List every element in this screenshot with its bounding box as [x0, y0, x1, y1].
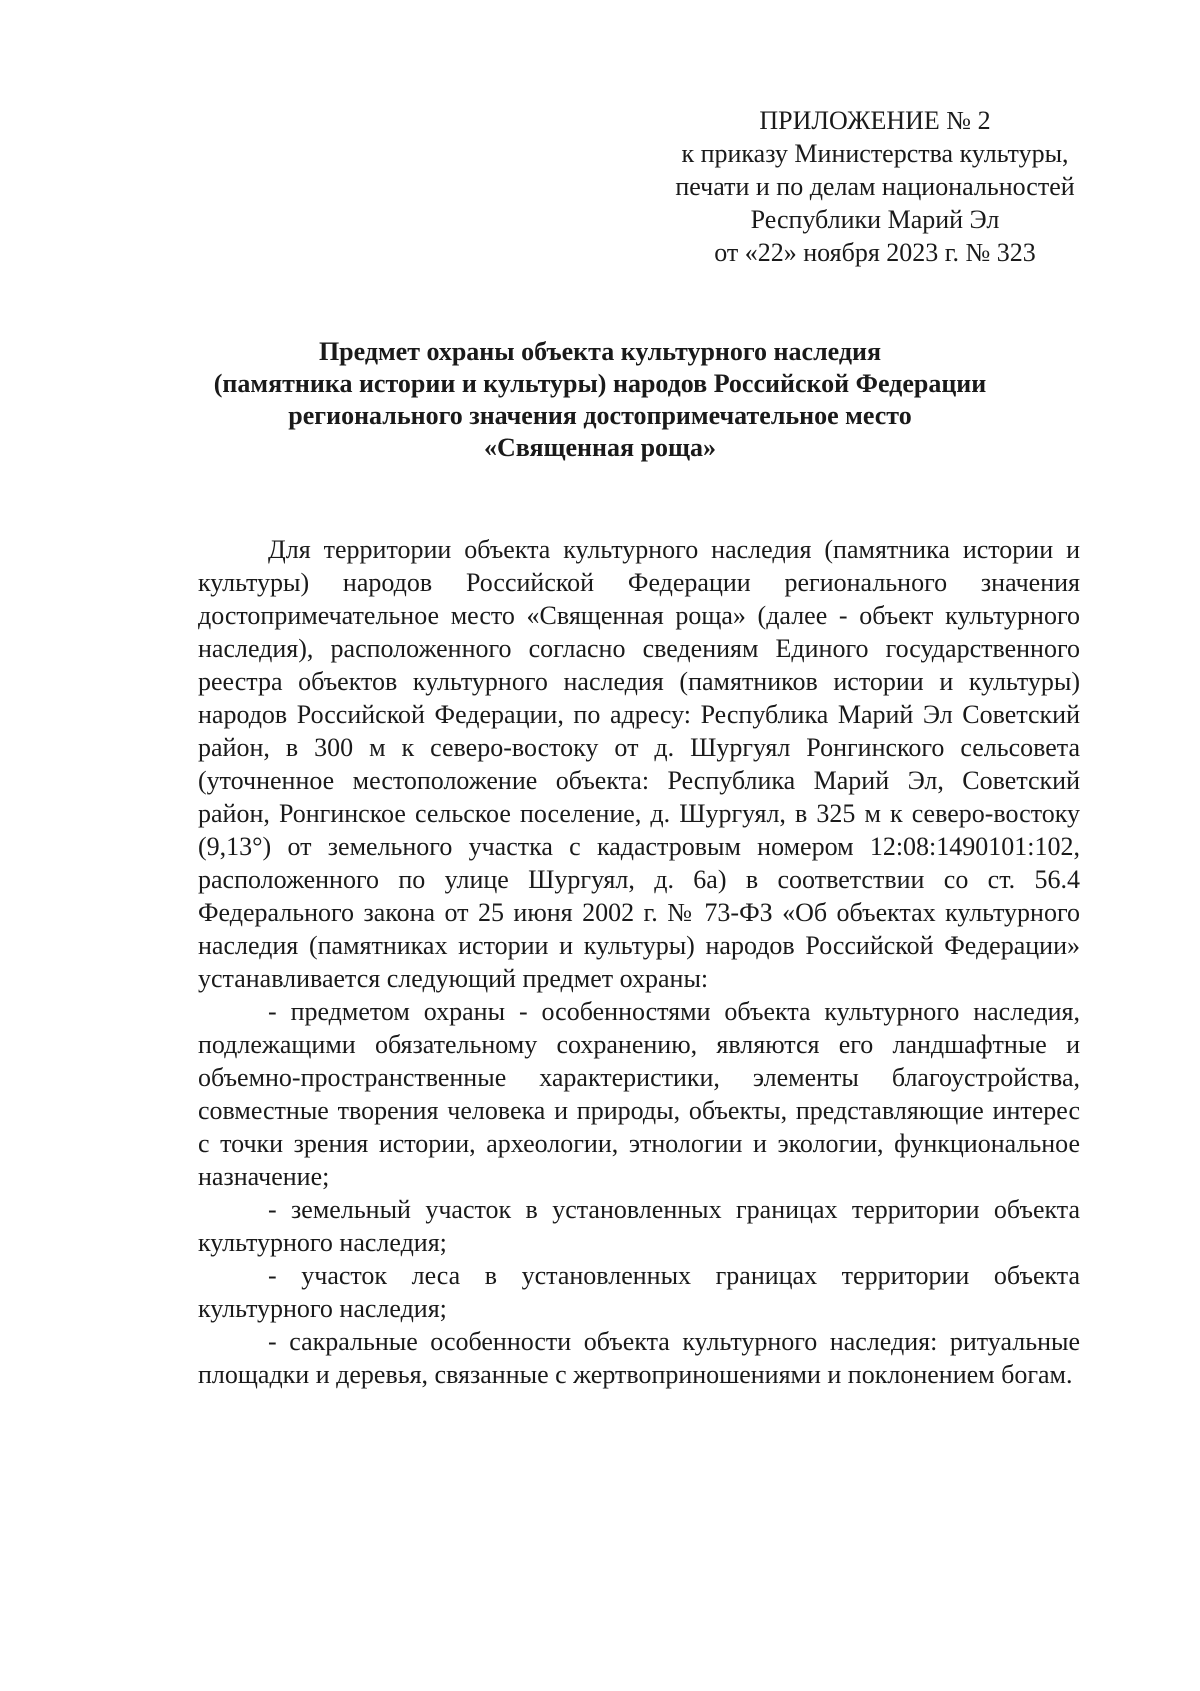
- body-paragraph: Для территории объекта культурного наследия (памятника истории и культуры) народов Российской Федерации регионального значения достопримечательное место «Священная роща» (далее - объект культурного наследия), расположенного согласно сведениям Единого государственного реестра объектов культурного наследия (памятников истории и культуры) народов Российской Федерации, по адресу: Республика Марий Эл Советский район, в 300 м к северо-востоку от д. Шургуял Ронгинского сельсовета (уточненное местоположение объекта: Республика Марий Эл, Советский район, Ронгинское сельское поселение, д. Шургуял, в 325 м к северо-востоку (9,13°) от земельного участка с кадастровым номером 12:08:1490101:102, расположенного по улице Шургуял, д. 6а) в соответствии со ст. 56.4 Федерального закона от 25 июня 2002 г. № 73-ФЗ «Об объектах культурного наследия (памятниках истории и культуры) народов Российской Федерации» устанавливается следующий предмет охраны:: [198, 535, 1080, 993]
- appendix-header: [640, 104, 1110, 269]
- document-title-line: (памятника истории и культуры) народов Российской Федерации: [213, 369, 987, 398]
- appendix-line: Республики Марий Эл: [750, 205, 1000, 234]
- document-title-line: «Священная роща»: [484, 433, 716, 462]
- appendix-line: от «22» ноября 2023 г. № 323: [714, 238, 1036, 267]
- document-title: [150, 336, 1050, 464]
- document-body: [198, 533, 1080, 1391]
- body-paragraph: - сакральные особенности объекта культурного наследия: ритуальные площадки и деревья, связанные с жертвоприношениями и поклонением богам.: [198, 1327, 1080, 1389]
- appendix-line: к приказу Министерства культуры,: [681, 139, 1069, 168]
- appendix-title: ПРИЛОЖЕНИЕ № 2: [759, 106, 991, 135]
- appendix-line: печати и по делам национальностей: [675, 172, 1075, 201]
- body-paragraph: - участок леса в установленных границах территории объекта культурного наследия;: [198, 1261, 1080, 1323]
- document-title-line: регионального значения достопримечательное место: [288, 401, 912, 430]
- body-paragraph: - предметом охраны - особенностями объекта культурного наследия, подлежащими обязательному сохранению, являются его ландшафтные и объемно-пространственные характеристики, элементы благоустройства, совместные творения человека и природы, объекты, представляющие интерес с точки зрения истории, археологии, этнологии и экологии, функциональное назначение;: [198, 997, 1080, 1191]
- document-title-line: Предмет охраны объекта культурного наследия: [318, 337, 882, 366]
- body-paragraph: - земельный участок в установленных границах территории объекта культурного наследия;: [198, 1195, 1080, 1257]
